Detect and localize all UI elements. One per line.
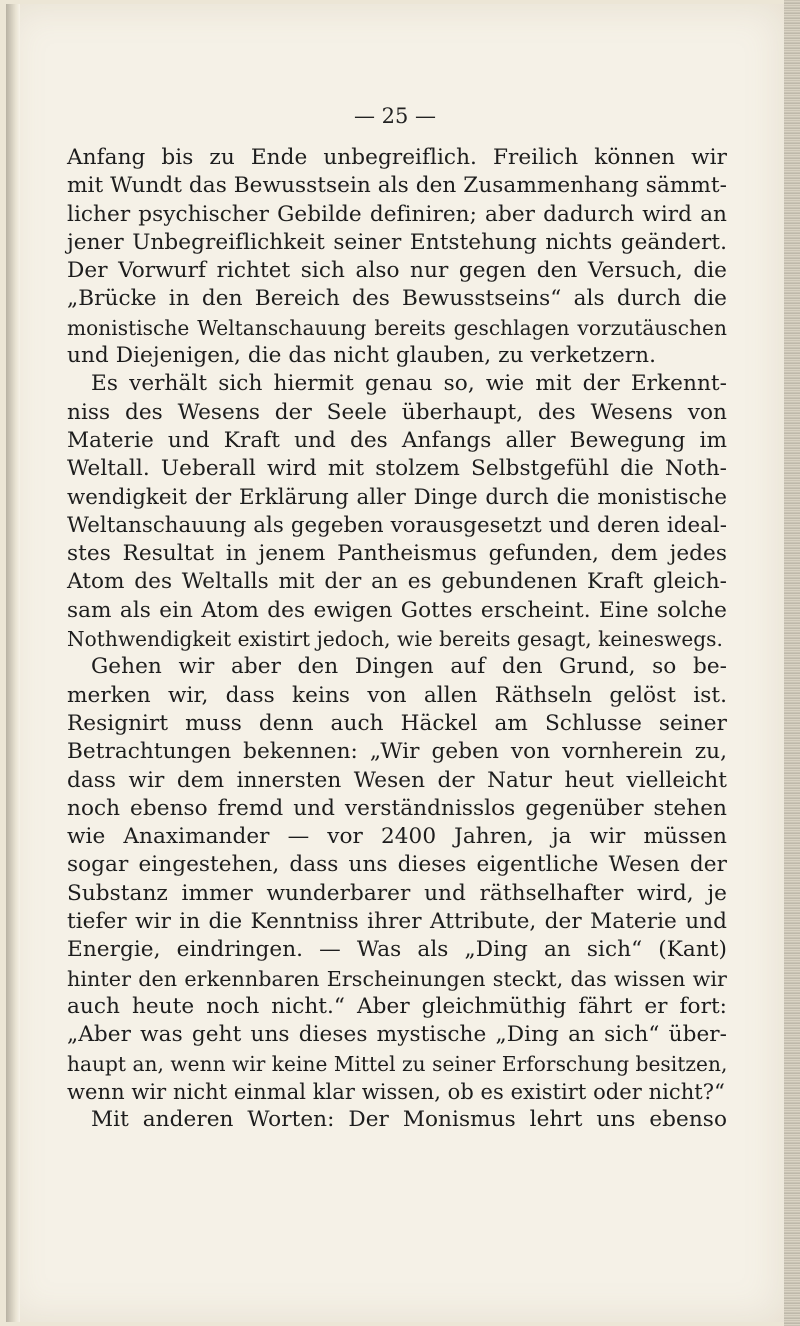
book-page (6, 4, 784, 1322)
text-line: wenn wir nicht einmal klar wissen, ob es existirt oder nicht?“ (67, 1079, 725, 1104)
text-line: dass wir dem innersten Wesen der Natur heut vielleicht (67, 767, 727, 793)
text-line: sogar eingestehen, dass uns dieses eigentliche Wesen der (67, 852, 727, 878)
text-line: auch heute noch nicht.“ Aber gleichmüthig fährt er fort: (67, 993, 727, 1019)
text-line: stes Resultat in jenem Pantheismus gefunden, dem jedes (67, 541, 727, 567)
body-text (67, 144, 727, 1134)
text-line: Es verhält sich hiermit genau so, wie mit der Erkennt- (91, 371, 727, 397)
text-line: sam als ein Atom des ewigen Gottes erscheint. Eine solche (67, 597, 727, 623)
text-line: monistische Weltanschauung bereits geschlagen vorzutäuschen (67, 315, 727, 340)
text-line: merken wir, dass keins von allen Räthseln gelöst ist. (67, 682, 727, 708)
text-line: und Diejenigen, die das nicht glauben, zu verketzern. (67, 343, 657, 369)
text-line: „Aber was geht uns dieses mystische „Ding an sich“ über- (67, 1022, 727, 1048)
text-line: Der Vorwurf richtet sich also nur gegen den Versuch, die (67, 258, 727, 284)
text-line: Resignirt muss denn auch Häckel am Schlusse seiner (67, 710, 727, 736)
text-line: mit Wundt das Bewusstsein als den Zusammenhang sämmt- (67, 173, 727, 199)
text-line: Energie, eindringen. — Was als „Ding an sich“ (Kant) (67, 937, 727, 963)
text-line: Weltall. Ueberall wird mit stolzem Selbstgefühl die Noth- (67, 456, 727, 482)
text-line: noch ebenso fremd und verständnisslos gegenüber stehen (67, 795, 727, 821)
text-line: niss des Wesens der Seele überhaupt, des Wesens von (67, 399, 727, 425)
page-number: — 25 — (353, 104, 437, 128)
page-edge (784, 0, 800, 1326)
text-line: Gehen wir aber den Dingen auf den Grund, so be- (91, 654, 727, 680)
text-line: Nothwendigkeit existirt jedoch, wie bereits gesagt, keineswegs. (67, 627, 723, 652)
text-line: Weltanschauung als gegeben vorausgesetzt und deren ideal- (67, 512, 727, 538)
page-gutter (6, 4, 20, 1322)
text-line: Mit anderen Worten: Der Monismus lehrt uns ebenso (91, 1107, 727, 1133)
text-line: wendigkeit der Erklärung aller Dinge durch die monistische (67, 484, 727, 510)
text-line: hinter den erkennbaren Erscheinungen steckt, das wissen wir (67, 966, 727, 991)
text-line: wie Anaximander — vor 2400 Jahren, ja wir müssen (67, 824, 727, 850)
text-line: Materie und Kraft und des Anfangs aller Bewegung im (67, 427, 727, 453)
text-line: tiefer wir in die Kenntniss ihrer Attribute, der Materie und (67, 909, 727, 935)
text-line: jener Unbegreiflichkeit seiner Entstehung nichts geändert. (67, 229, 727, 255)
text-line: „Brücke in den Bereich des Bewusstseins“ als durch die (67, 286, 727, 312)
text-line: Betrachtungen bekennen: „Wir geben von vornherein zu, (67, 739, 727, 765)
text-line: Atom des Weltalls mit der an es gebundenen Kraft gleich- (67, 569, 727, 595)
text-line: licher psychischer Gebilde definiren; aber dadurch wird an (67, 201, 727, 227)
text-line: Substanz immer wunderbarer und räthselhafter wird, je (67, 880, 727, 906)
text-line: Anfang bis zu Ende unbegreiflich. Freilich können wir (67, 145, 727, 170)
text-line: haupt an, wenn wir keine Mittel zu seiner Erforschung besitzen, (67, 1051, 728, 1076)
